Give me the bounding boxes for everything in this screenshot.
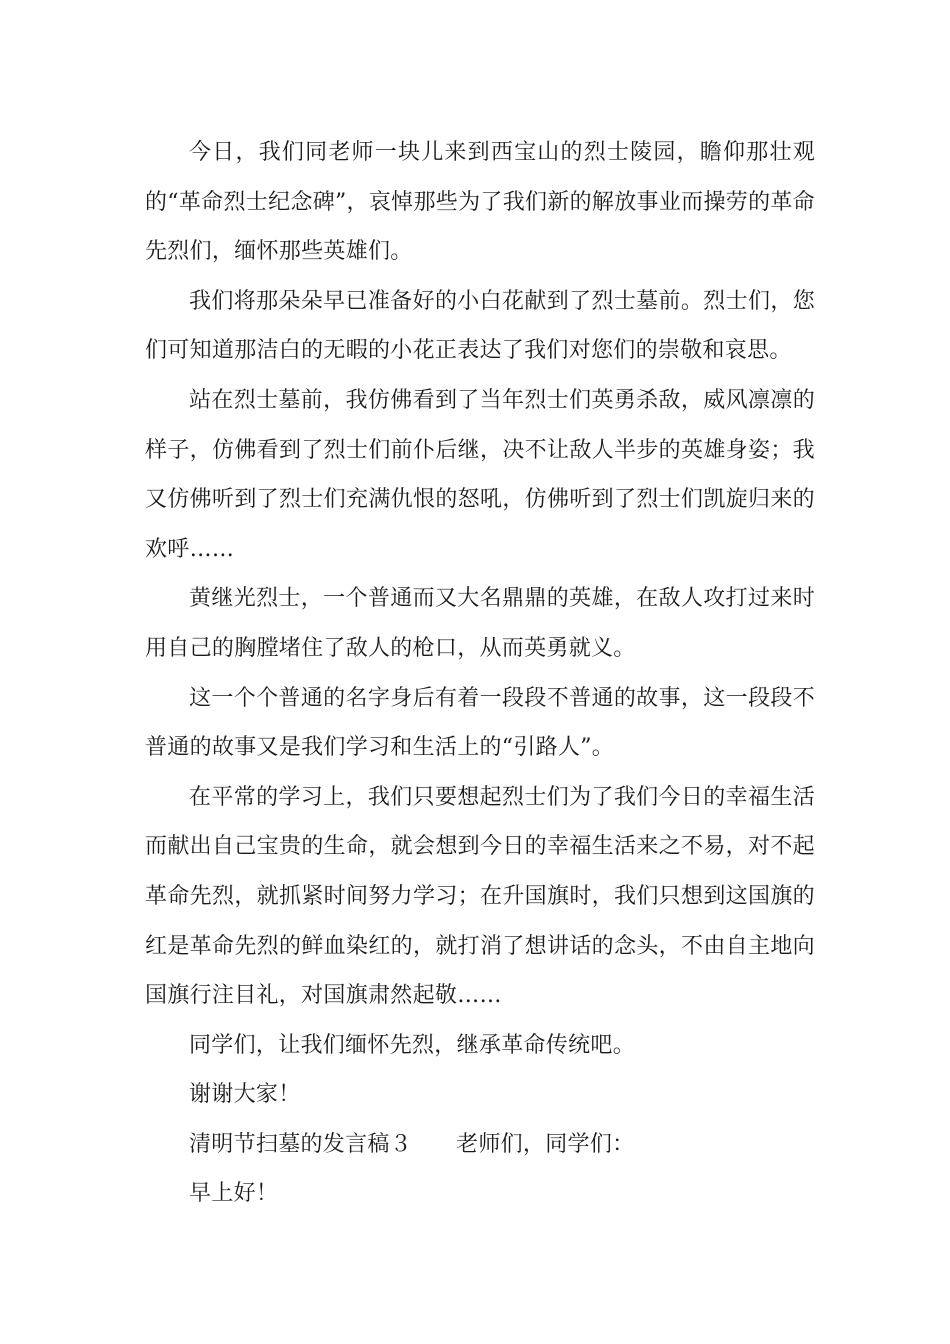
- paragraph-4: 黄继光烈士，一个普通而又大名鼎鼎的英雄，在敌人攻打过来时用自己的胸膛堵住了敌人的枪口，从而英勇就义。: [145, 586, 815, 661]
- paragraph-3: 站在烈士墓前，我仿佛看到了当年烈士们英勇杀敌，威风凛凛的样子，仿佛看到了烈士们前仆后继，决不让敌人半步的英雄身姿；我又仿佛听到了烈士们充满仇恨的怒吼，仿佛听到了烈士们凯旋归来的欢呼……: [145, 387, 815, 562]
- paragraph-7: 同学们，让我们缅怀先烈，继承革命传统吧。: [189, 1032, 636, 1058]
- paragraph-2: 我们将那朵朵早已准备好的小白花献到了烈士墓前。烈士们，您们可知道那洁白的无暇的小花正表达了我们对您们的崇敬和哀思。: [145, 288, 815, 364]
- speech-salutation: 老师们，同学们：: [456, 1131, 635, 1157]
- speech-title: 清明节扫墓的发言稿３: [189, 1131, 413, 1157]
- speech-heading-line: [145, 1120, 815, 1170]
- paragraph-1: 今日，我们同老师一块儿来到西宝山的烈士陵园，瞻仰那壮观的“革命烈士纪念碑”，哀悼那些为了我们新的解放事业而操劳的革命先烈们，缅怀那些英雄们。: [145, 140, 815, 265]
- paragraph-8: 谢谢大家！: [189, 1082, 301, 1108]
- paragraph-5: 这一个个普通的名字身后有着一段段不普通的故事，这一段段不普通的故事又是我们学习和生活上的“引路人”。: [145, 685, 815, 761]
- document-body: [145, 128, 815, 1219]
- morning-greeting: 早上好！: [189, 1181, 279, 1207]
- paragraph-6: 在平常的学习上，我们只要想起烈士们为了我们今日的幸福生活而献出自己宝贵的生命，就会想到今日的幸福生活来之不易，对不起革命先烈，就抓紧时间努力学习；在升国旗时，我们只想到这国旗的红是革命先烈的鲜血染红的，就打消了想讲话的念头，不由自主地向国旗行注目礼，对国旗肃然起敬……: [145, 784, 815, 1009]
